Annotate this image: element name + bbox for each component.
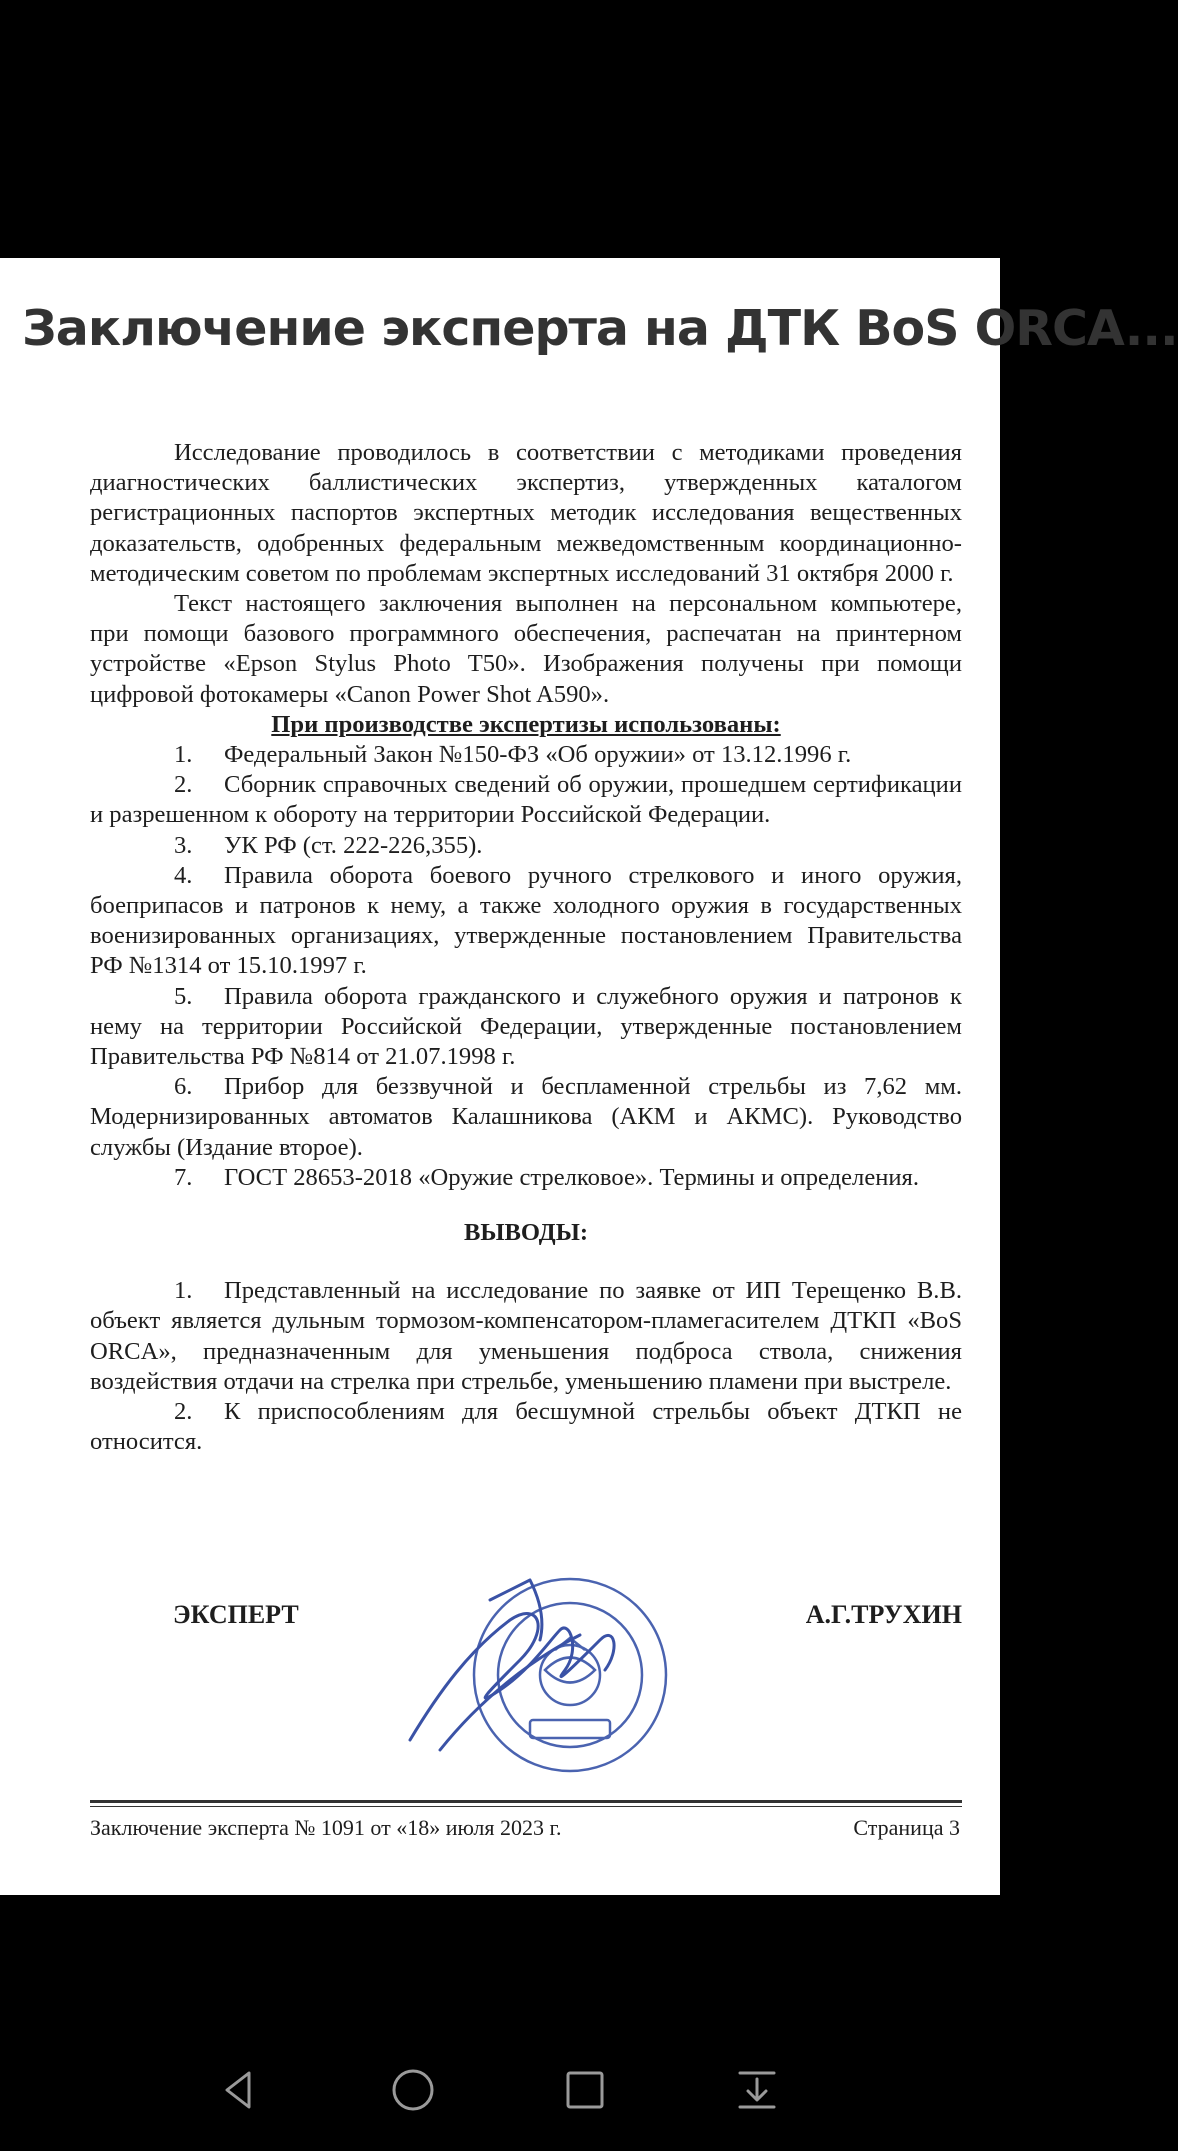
home-icon[interactable] <box>388 2065 438 2115</box>
navigation-bar <box>0 1895 1000 2151</box>
expert-role: ЭКСПЕРТ <box>173 1600 299 1629</box>
item-number: 4. <box>174 861 193 889</box>
item-number: 6. <box>174 1073 193 1101</box>
footer-divider <box>90 1806 962 1807</box>
footer-document-ref: Заключение эксперта № 1091 от «18» июля 2023 г. <box>90 1815 562 1840</box>
conclusion-item <box>90 1397 962 1457</box>
notifications-icon[interactable] <box>732 2065 782 2115</box>
item-text: Прибор для беззвучной и беспламенной стрельбы из 7,62 мм. Модернизированных автоматов Калашникова (АКМ и АКМС). Руководство службы (Издание второе). <box>90 1073 962 1161</box>
item-text: Сборник справочных сведений об оружии, прошедшем сертификации и разрешенном к обороту на территории Российской Федерации. <box>90 771 962 829</box>
source-item <box>90 831 962 861</box>
paragraph-equipment: Текст настоящего заключения выполнен на персональном компьютере, при помощи базового программного обеспечения, распечатан на принтерном устройстве «Epson Stylus Photo T50». Изображения получены при помощи цифровой фотокамеры «Canon Power Shot A590». <box>90 590 962 708</box>
item-text: ГОСТ 28653-2018 «Оружие стрелковое». Термины и определения. <box>224 1163 920 1191</box>
item-number: 7. <box>174 1163 193 1191</box>
footer-divider <box>90 1800 962 1803</box>
conclusion-item <box>90 1276 962 1397</box>
item-text: Правила оборота гражданского и служебного оружия и патронов к нему на территории Российской Федерации, утвержденные постановлением Правительства РФ №814 от 21.07.1998 г. <box>90 982 962 1071</box>
item-number: 2. <box>174 771 193 799</box>
source-item <box>90 770 962 830</box>
recents-icon[interactable] <box>560 2065 610 2115</box>
item-number: 1. <box>174 1277 193 1305</box>
sources-heading: При производстве экспертизы использованы: <box>271 710 781 738</box>
item-number: 1. <box>174 741 193 769</box>
item-number: 2. <box>174 1398 193 1426</box>
item-number: 3. <box>174 831 193 859</box>
item-text: Федеральный Закон №150-ФЗ «Об оружии» от 13.12.1996 г. <box>224 741 852 769</box>
conclusions-heading: ВЫВОДЫ: <box>463 1219 589 1247</box>
item-text: Правила оборота боевого ручного стрелкового и иного оружия, боеприпасов и патронов к нему, а также холодного оружия в государственных военизированных организациях, утвержденные постановлением Правительства РФ №1314 от 15.10.1997 г. <box>90 861 962 980</box>
status-area <box>0 0 1000 258</box>
item-text: К приспособлениям для бесшумной стрельбы объект ДТКП не относится. <box>90 1398 962 1456</box>
source-item <box>90 861 962 982</box>
item-text: Представленный на исследование по заявке от ИП Терещенко В.В. объект является дульным тормозом-компенсатором-пламегасителем ДТКП «BoS ORCA», предназначенным для уменьшения подброса ствола, снижения воздействия отдачи на стрелка при стрельбе, уменьшению пламени при выстреле. <box>90 1277 962 1395</box>
expert-name: А.Г.ТРУХИН <box>805 1600 962 1629</box>
source-item <box>90 740 962 770</box>
page-title: Заключение эксперта на ДТК BoS ORCA... <box>22 300 1178 357</box>
source-item <box>90 1072 962 1163</box>
item-number: 5. <box>174 982 193 1010</box>
paragraph-methods: Исследование проводилось в соответствии с методиками проведения диагностических баллистических экспертиз, утвержденных каталогом регистрационных паспортов экспертных методик исследования вещественных доказательств, одобренных федеральным межведомственным координационно-методическим советом по проблемам экспертных исследований 31 октября 2000 г. <box>90 439 962 587</box>
stamp-and-signature <box>380 1540 900 1780</box>
footer-page-number: Страница 3 <box>853 1815 960 1840</box>
item-text: УК РФ (ст. 222-226,355). <box>224 831 483 859</box>
source-item <box>90 1163 962 1193</box>
back-icon[interactable] <box>215 2065 265 2115</box>
source-item <box>90 982 962 1073</box>
document-body <box>90 438 962 1458</box>
